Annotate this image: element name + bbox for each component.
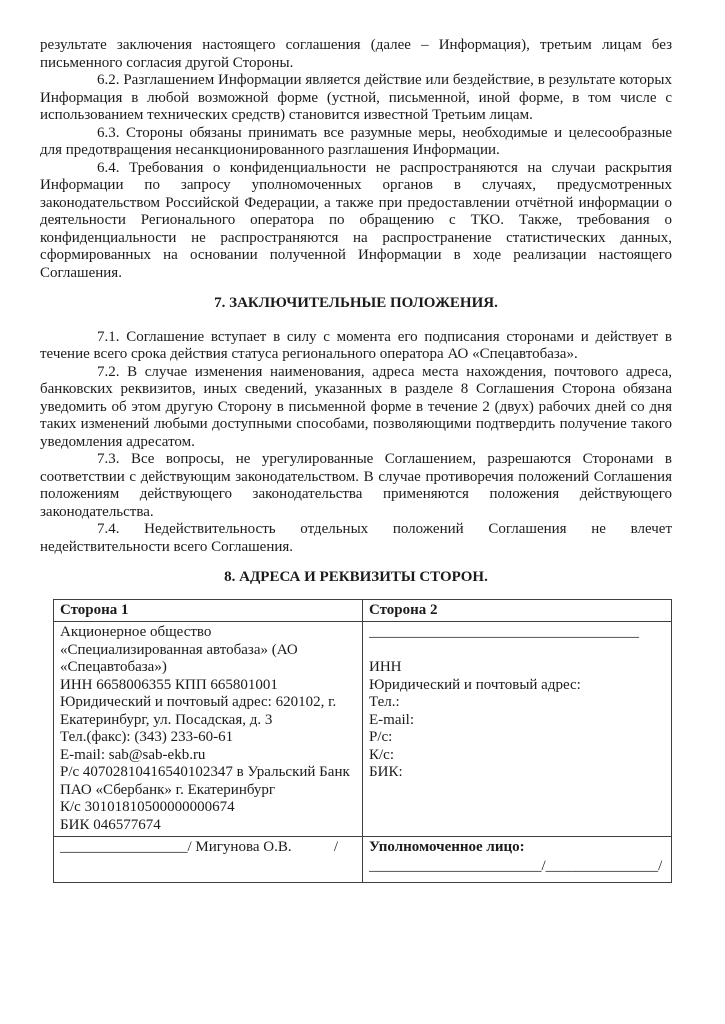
paragraph: 6.3. Стороны обязаны принимать все разумные меры, необходимые и целесообразные для предотвращения несанкционированного разглашения Информации.: [40, 124, 672, 158]
authorized-person-label: Уполномоченное лицо:: [369, 839, 525, 855]
party1-phone: Тел.(факс): (343) 233-60-61: [60, 729, 234, 745]
party2-header-cell: Сторона 2: [363, 599, 672, 622]
paragraph: 7.2. В случае изменения наименования, адреса места нахождения, почтового адреса, банковских реквизитов, иных сведений, указанных в разделе 8 Соглашения Сторона обязана уведомить об этом другую Сторону в письменной форме в течение 2 (двух) рабочих дней со дня таких изменений любыми доступными способами, позволяющими подтвердить получение такого уведомления адресатом.: [40, 363, 672, 450]
party1-bik: БИК 046577674: [60, 816, 161, 833]
party1-inn-kpp: ИНН 6658006355 КПП 665801001: [60, 676, 278, 693]
paragraph: 7.1. Соглашение вступает в силу с момента его подписания сторонами и действует в течение всего срока действия статуса регионального оператора АО «Спецавтобаза».: [40, 328, 672, 362]
party1-settlement-account: Р/с 40702810416540102347 в Уральский Банк ПАО «Сбербанк» г. Екатеринбург: [60, 764, 350, 798]
signature-slash: /: [333, 839, 338, 855]
paragraph: 7.3. Все вопросы, не урегулированные Соглашением, разрешаются Сторонами в соответствии с действующим законодательством. В случае противоречия положений Соглашения положениям действующего законодательства применяются положения действующего законодательства.: [40, 451, 672, 520]
requisites-table: [53, 599, 672, 884]
party1-name: Акционерное общество «Специализированная автобаза» (АО «Спецавтобаза»): [60, 624, 298, 675]
paragraph: результате заключения настоящего соглашения (далее – Информация), третьим лицам без письменного согласия другой Стороны.: [40, 37, 672, 71]
party2-field-email: E-mail:: [369, 711, 414, 728]
party2-signature-cell: [363, 837, 672, 883]
blank-spacer: [369, 642, 665, 660]
party2-field-phone: Тел.:: [369, 694, 400, 710]
party1-corr-account: К/с 30101810500000000674: [60, 799, 235, 815]
party2-field-bik: БИК:: [369, 764, 403, 780]
signature-blank: _________________: [60, 839, 188, 855]
signer-name: / Мигунова О.В.: [187, 839, 292, 855]
party2-form-cell: [363, 622, 672, 837]
party1-signature-line: [60, 839, 356, 857]
party2-field-settlement-account: Р/с:: [369, 729, 393, 745]
party2-field-inn: ИНН: [369, 659, 402, 675]
party2-field-corr-account: К/с:: [369, 746, 394, 763]
paragraph: 7.4. Недействительность отдельных положений Соглашения не влечет недействительности всего Соглашения.: [40, 521, 672, 555]
paragraph: 6.4. Требования о конфиденциальности не распространяются на случаи раскрытия Информации по запросу уполномоченных органов в случаях, предусмотренных законодательством Российской Федерации, а также при предоставлении отчётной информации о деятельности Регионального оператора по обращению с ТКО. Также, требования о конфиденциальности не распространяются на распространение статистических данных, сформированных на основании полученной Информации в ходе реализации настоящего Соглашения.: [40, 159, 672, 281]
section-7-heading: 7. ЗАКЛЮЧИТЕЛЬНЫЕ ПОЛОЖЕНИЯ.: [214, 295, 498, 311]
table-details-row: [54, 622, 672, 837]
party1-email: E-mail: sab@sab-ekb.ru: [60, 746, 206, 763]
party1-address: Юридический и почтовый адрес: 620102, г. Екатеринбург, ул. Посадская, д. 3: [60, 694, 337, 728]
party1-signature-cell: [54, 837, 363, 883]
party2-signature-line: _______________________/_______________/: [369, 857, 663, 874]
party1-details-cell: [54, 622, 363, 837]
party2-field-address: Юридический и почтовый адрес:: [369, 676, 581, 693]
party2-name-blank-line: ____________________________________: [369, 624, 639, 640]
table-signature-row: [54, 837, 672, 883]
party1-header-cell: Сторона 1: [54, 599, 363, 622]
section-8-heading: 8. АДРЕСА И РЕКВИЗИТЫ СТОРОН.: [224, 569, 488, 585]
paragraph: 6.2. Разглашением Информации является действие или бездействие, в результате которых Информация в любой возможной форме (устной, письменной, иной форме, в том числе с использованием технических средств) становится известной Третьим лицам.: [40, 72, 672, 123]
table-header-row: [54, 599, 672, 622]
